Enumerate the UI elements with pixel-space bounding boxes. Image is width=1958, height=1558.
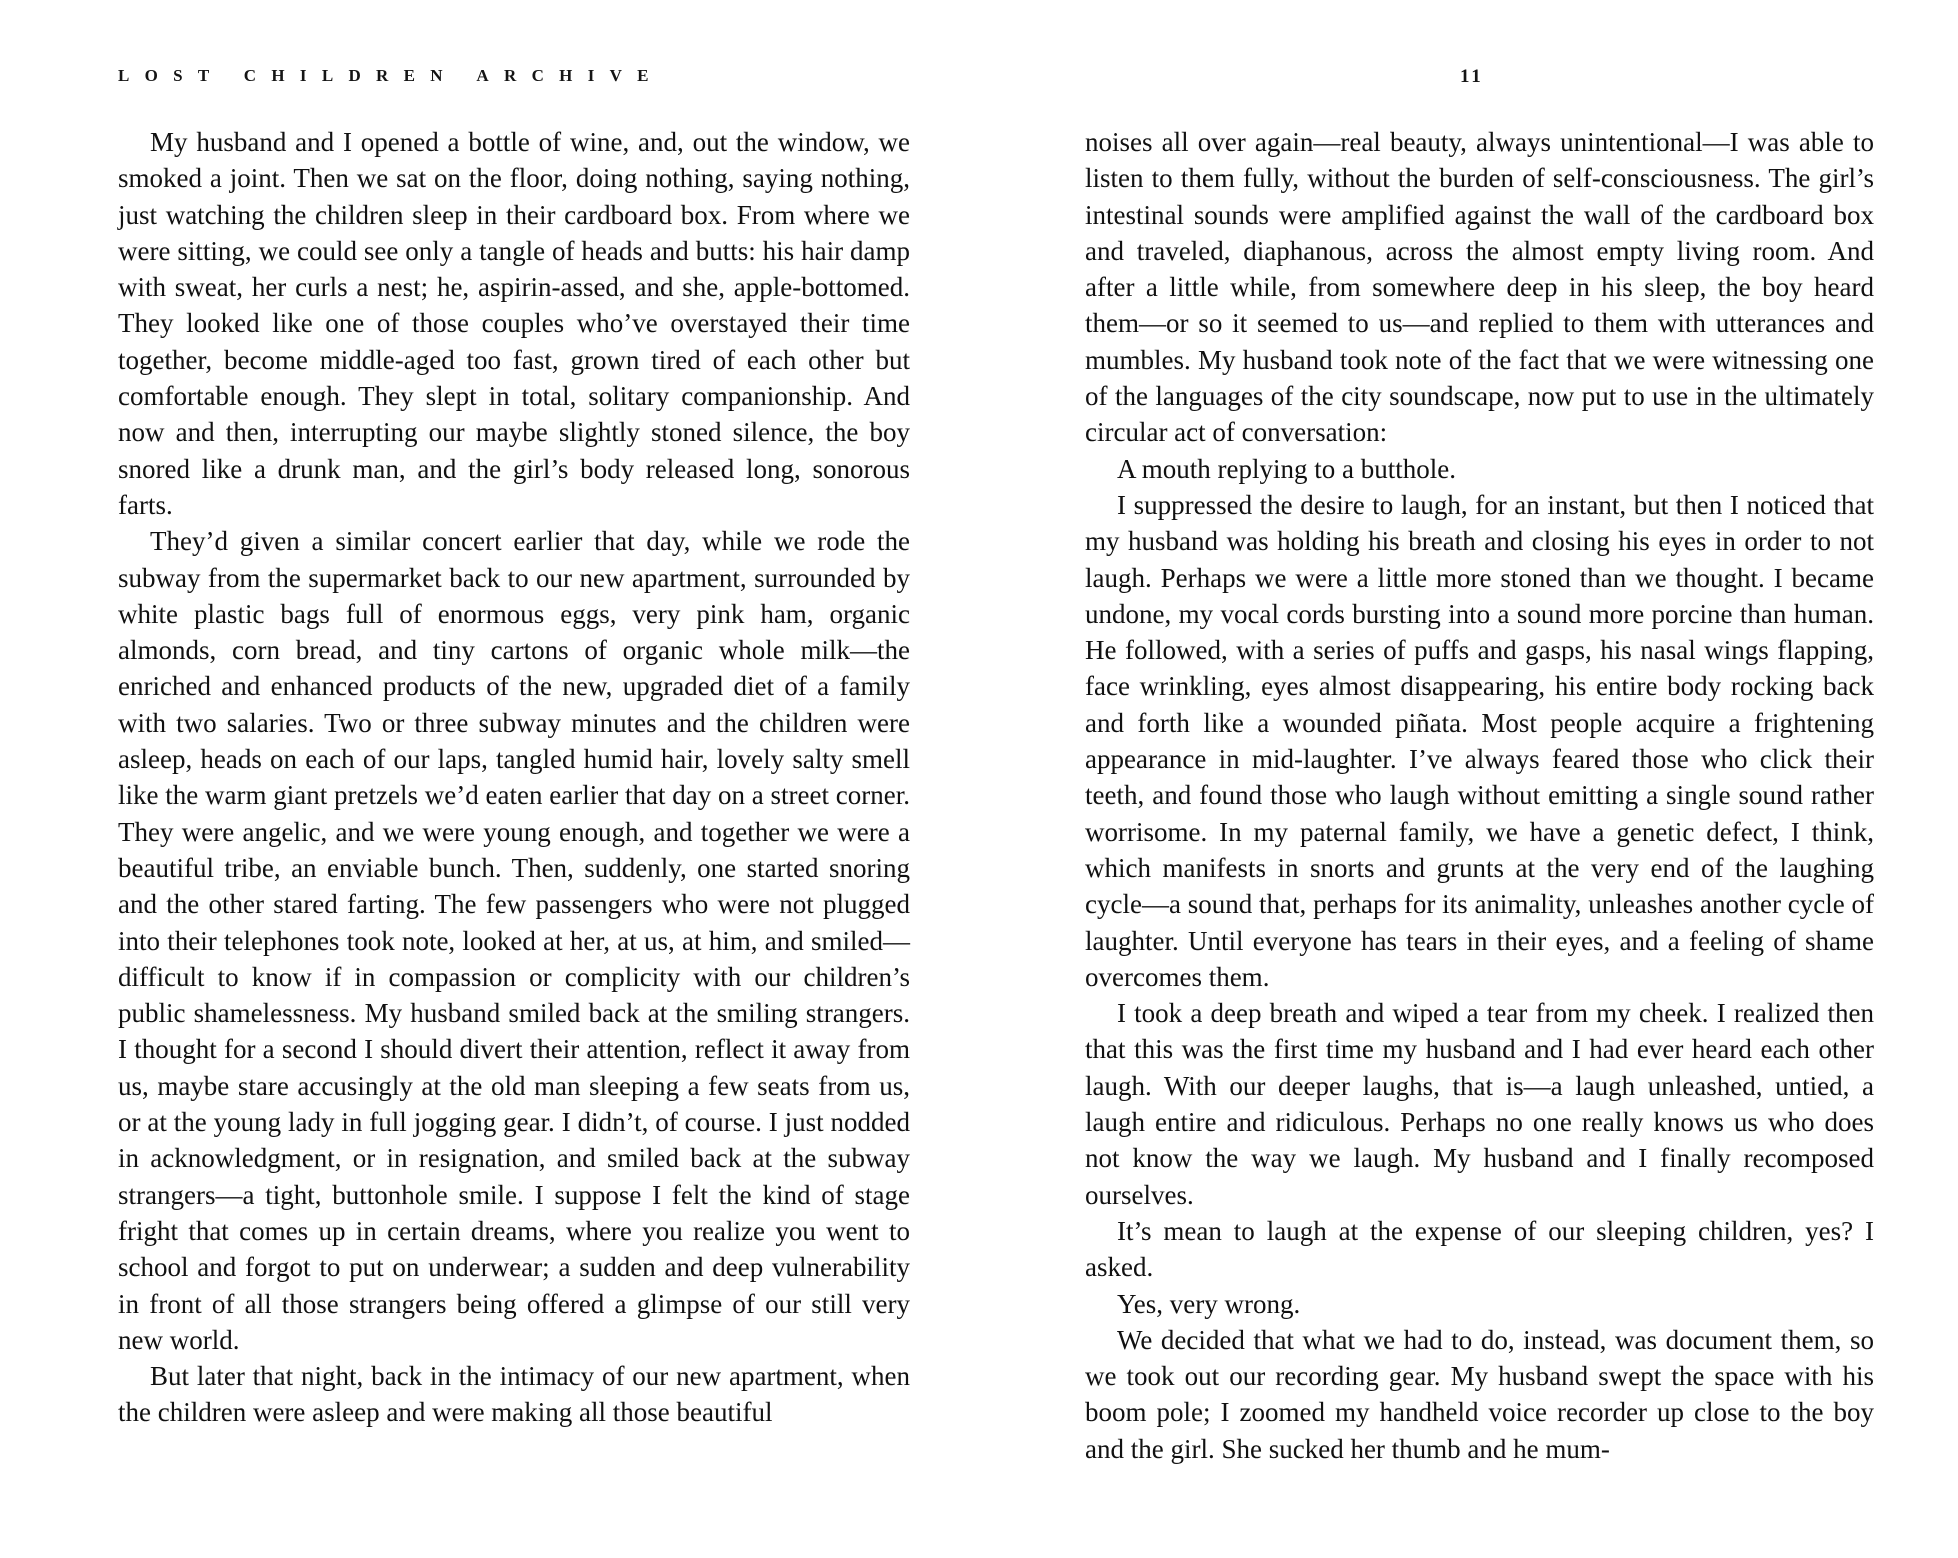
left-page-body	[118, 124, 910, 1431]
page-number: 11	[1460, 66, 1484, 87]
paragraph: I took a deep breath and wiped a tear from my cheek. I realized then that this was the first time my husband and I had ever heard each other laugh. With our deeper laughs, that is—a laugh unleashed, untied, a laugh entire and ridiculous. Perhaps no one really knows us who does not know the way we laugh. My husband and I finally recomposed ourselves.	[1085, 998, 1874, 1210]
paragraph: But later that night, back in the intimacy of our new apartment, when the children were asleep and were making all those beautiful	[118, 1361, 910, 1428]
paragraph: Yes, very wrong.	[1117, 1288, 1301, 1319]
right-page	[1085, 0, 1874, 1558]
right-page-body	[1085, 124, 1874, 1467]
paragraph: My husband and I opened a bottle of wine, and, out the window, we smoked a joint. Then we sat on the floor, doing nothing, saying nothing, just watching the children sleep in their cardboard box. From where we were sitting, we could see only a tangle of heads and butts: his hair damp with sweat, her curls a nest; he, aspirin-assed, and she, apple-bottomed. They looked like one of those couples who’ve overstayed their time together, become middle-aged too fast, grown tired of each other but comfortable enough. They slept in total, solitary companionship. And now and then, interrupting our maybe slightly stoned silence, the boy snored like a drunk man, and the girl’s body released long, sonorous farts.	[118, 127, 910, 520]
paragraph: We decided that what we had to do, instead, was document them, so we took out our recording gear. My husband swept the space with his boom pole; I zoomed my handheld voice recorder up close to the boy and the girl. She sucked her thumb and he mum-	[1085, 1324, 1874, 1464]
paragraph: It’s mean to laugh at the expense of our sleeping children, yes? I asked.	[1085, 1215, 1874, 1283]
paragraph: A mouth replying to a butthole.	[1117, 453, 1456, 484]
paragraph: noises all over again—real beauty, always unintentional—I was able to listen to them fully, without the burden of self-consciousness. The girl’s intestinal sounds were amplified against the wall of the cardboard box and traveled, diaphanous, across the almost empty living room. And after a little while, from somewhere deep in his sleep, the boy heard them—or so it seemed to us—and replied to them with utterances and mumbles. My husband took note of the fact that we were witnessing one of the languages of the city soundscape, now put to use in the ultimately circular act of conversation:	[1085, 127, 1874, 448]
paragraph: They’d given a similar concert earlier that day, while we rode the subway from the supermarket back to our new apartment, surrounded by white plastic bags full of enormous eggs, very pink ham, organic almonds, corn bread, and tiny cartons of organic whole milk—the enriched and enhanced products of the new, upgraded diet of a family with two salaries. Two or three subway minutes and the children were asleep, heads on each of our laps, tangled humid hair, lovely salty smell like the warm giant pretzels we’d eaten earlier that day on a street corner. They were angelic, and we were young enough, and together we were a beautiful tribe, an enviable bunch. Then, suddenly, one started snoring and the other stared farting. The few passengers who were not plugged into their telephones took note, looked at her, at us, at him, and smiled—difficult to know if in compassion or complicity with our children’s public shamelessness. My husband smiled back at the smiling strangers. I thought for a second I should divert their attention, reflect it away from us, maybe stare accusingly at the old man sleeping a few seats from us, or at the young lady in full jogging gear. I didn’t, of course. I just nodded in acknowledgment, or in resignation, and smiled back at the subway strangers—a tight, buttonhole smile. I suppose I felt the kind of stage fright that comes up in certain dreams, where you realize you went to school and forgot to put on underwear; a sudden and deep vulnerability in front of all those strangers being offered a glimpse of our still very new world.	[118, 526, 910, 1355]
left-page	[118, 0, 910, 1558]
running-head: LOST CHILDREN ARCHIVE	[118, 66, 664, 85]
paragraph: I suppressed the desire to laugh, for an instant, but then I noticed that my husband was holding his breath and closing his eyes in order to not laugh. Perhaps we were a little more stoned than we thought. I became undone, my vocal cords bursting into a sound more porcine than human. He followed, with a series of puffs and gasps, his nasal wings flapping, face wrinkling, eyes almost disappearing, his entire body rocking back and forth like a wounded piñata. Most people acquire a frightening appearance in mid-laughter. I’ve always feared those who click their teeth, and found those who laugh without emitting a single sound rather worrisome. In my paternal family, we have a genetic defect, I think, which manifests in snorts and grunts at the very end of the laughing cycle—a sound that, perhaps for its animality, unleashes another cycle of laughter. Until everyone has tears in their eyes, and a feeling of shame overcomes them.	[1085, 489, 1874, 992]
